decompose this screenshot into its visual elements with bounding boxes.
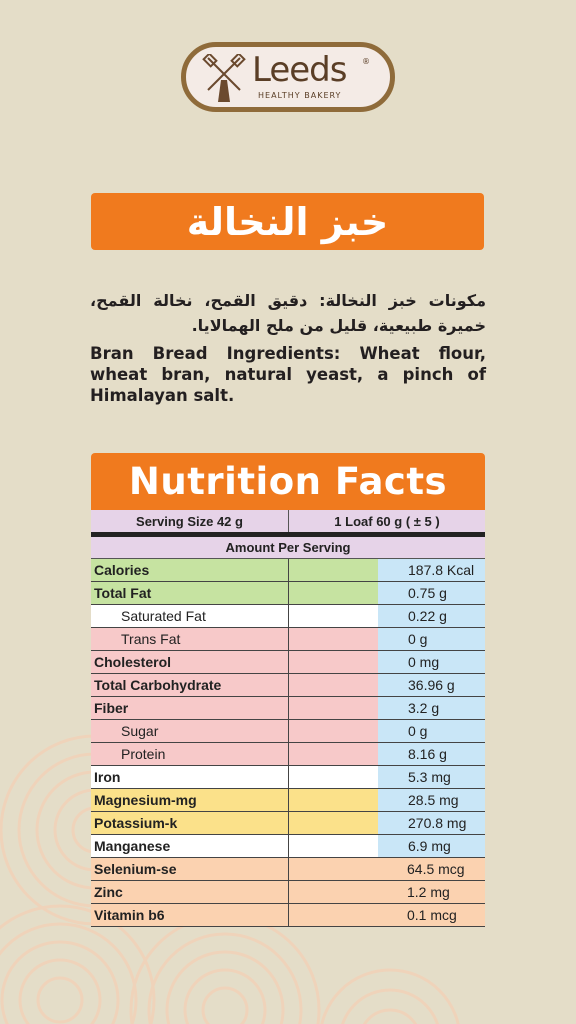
nutrient-label: Total Fat — [91, 582, 288, 604]
nutrient-value: 0.22 g — [378, 605, 485, 627]
nutrient-value: 5.3 mg — [378, 766, 485, 788]
table-row — [91, 812, 485, 835]
nutrient-label: Fiber — [91, 697, 288, 719]
nutrient-value: 187.8 Kcal — [378, 559, 485, 581]
table-row — [91, 559, 485, 582]
ingredients-arabic: مكونات خبز النخالة: دقيق القمح، نخالة القمح، خميرة طبيعية، قليل من ملح الهمالايا. — [90, 291, 486, 335]
nutrient-value: 0.1 mcg — [288, 904, 485, 926]
nutrient-label: Cholesterol — [91, 651, 288, 673]
row-spacer — [288, 628, 378, 650]
serving-row — [91, 510, 485, 537]
row-spacer — [288, 835, 378, 857]
nutrient-value: 8.16 g — [378, 743, 485, 765]
nutrient-value: 0 g — [378, 720, 485, 742]
serving-size: Serving Size 42 g — [91, 510, 289, 532]
nutrient-label: Trans Fat — [91, 628, 288, 650]
brand-name: Leeds — [252, 50, 347, 90]
table-row — [91, 881, 485, 904]
table-row — [91, 789, 485, 812]
row-spacer — [288, 559, 378, 581]
table-row — [91, 674, 485, 697]
nutrient-value: 0.75 g — [378, 582, 485, 604]
row-spacer — [288, 812, 378, 834]
nutrient-label: Total Carbohydrate — [91, 674, 288, 696]
table-row — [91, 835, 485, 858]
nutrient-value: 0 mg — [378, 651, 485, 673]
nutrition-facts-title: Nutrition Facts — [128, 460, 448, 503]
table-row — [91, 582, 485, 605]
row-spacer — [288, 789, 378, 811]
table-row — [91, 743, 485, 766]
nutrient-label: Saturated Fat — [91, 605, 288, 627]
table-row — [91, 628, 485, 651]
nutrient-label: Magnesium-mg — [91, 789, 288, 811]
amount-per-serving: Amount Per Serving — [91, 537, 485, 559]
nutrient-value: 1.2 mg — [288, 881, 485, 903]
row-spacer — [288, 674, 378, 696]
table-row — [91, 858, 485, 881]
nutrient-label: Zinc — [91, 881, 288, 903]
product-title-banner — [91, 193, 484, 250]
table-row — [91, 651, 485, 674]
row-spacer — [288, 720, 378, 742]
row-spacer — [288, 651, 378, 673]
registered-mark: ® — [362, 57, 370, 66]
table-row — [91, 904, 485, 927]
nutrient-value: 270.8 mg — [378, 812, 485, 834]
nutrition-facts-table — [91, 453, 485, 927]
table-row — [91, 605, 485, 628]
windmill-icon — [200, 54, 250, 104]
product-title: خبز النخالة — [186, 199, 389, 244]
row-spacer — [288, 697, 378, 719]
ingredients-english: Bran Bread Ingredients: Wheat flour, wheat bran, natural yeast, a pinch of Himalayan salt. — [90, 344, 486, 405]
nutrient-value: 0 g — [378, 628, 485, 650]
nutrient-label: Protein — [91, 743, 288, 765]
nutrient-value: 64.5 mcg — [288, 858, 485, 880]
row-spacer — [288, 605, 378, 627]
row-spacer — [288, 766, 378, 788]
table-row — [91, 766, 485, 789]
row-spacer — [288, 743, 378, 765]
nutrient-label: Sugar — [91, 720, 288, 742]
brand-logo — [181, 42, 395, 112]
nutrient-label: Iron — [91, 766, 288, 788]
nutrient-value: 6.9 mg — [378, 835, 485, 857]
nutrient-value: 36.96 g — [378, 674, 485, 696]
nutrient-value: 3.2 g — [378, 697, 485, 719]
nutrient-label: Calories — [91, 559, 288, 581]
nutrition-facts-header — [91, 453, 485, 510]
table-row — [91, 720, 485, 743]
table-row — [91, 697, 485, 720]
brand-tagline: HEALTHY BAKERY — [258, 91, 342, 100]
nutrient-label: Selenium-se — [91, 858, 288, 880]
nutrient-value: 28.5 mg — [378, 789, 485, 811]
nutrient-label: Manganese — [91, 835, 288, 857]
nutrient-label: Potassium-k — [91, 812, 288, 834]
nutrient-label: Vitamin b6 — [91, 904, 288, 926]
row-spacer — [288, 582, 378, 604]
loaf-size: 1 Loaf 60 g ( ± 5 ) — [334, 513, 440, 529]
